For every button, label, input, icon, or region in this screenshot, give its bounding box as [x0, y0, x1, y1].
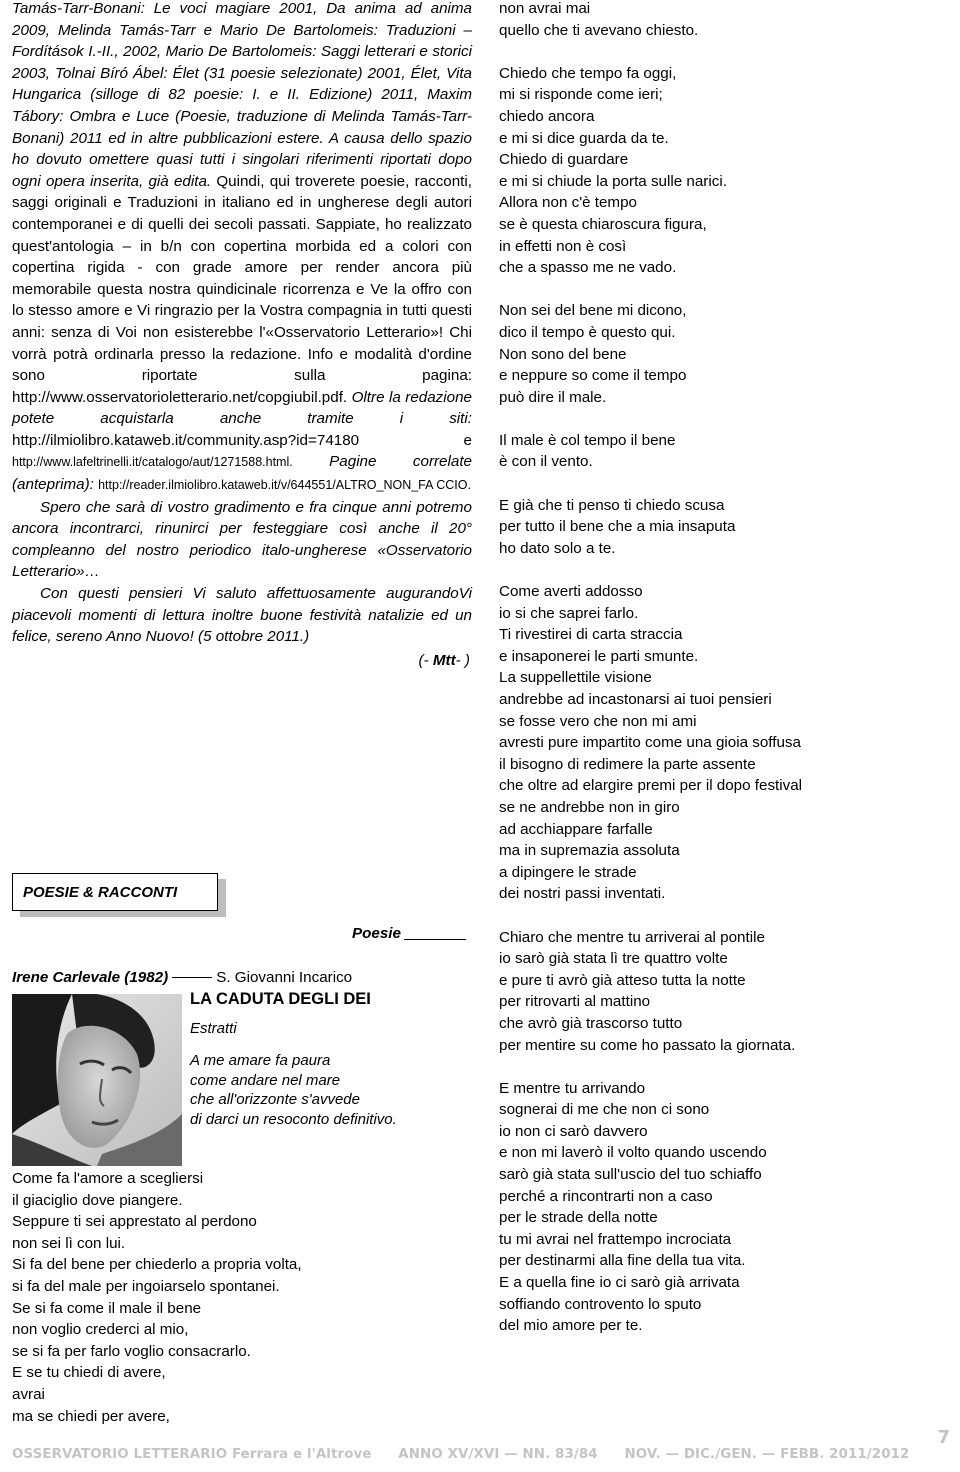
poem-line: il bisogno di redimere la parte assente: [499, 755, 756, 773]
epigraph-line: come andare nel mare: [190, 1071, 341, 1089]
poem-line: ma se chiedi per avere,: [12, 1407, 170, 1425]
poem-line: La suppellettile visione: [499, 669, 652, 687]
poem-line: E a quella fine io ci sarò già arrivata: [499, 1274, 740, 1292]
poem-line: Chiedo di guardare: [499, 151, 629, 169]
poem-line: ma in supremazia assoluta: [499, 842, 680, 860]
category-label: [352, 925, 466, 942]
poem-line: quello che ti avevano chiesto.: [499, 21, 699, 39]
poem-line: non voglio crederci al mio,: [12, 1321, 189, 1339]
poem-line: ad acchiappare farfalle: [499, 820, 653, 838]
poem-line: per tutto il bene che a mia insaputa: [499, 518, 736, 536]
url-copgiubil[interactable]: http://www.osservatorioletterario.net/copgiubil.pdf.: [12, 388, 348, 406]
poem-line: può dire il male.: [499, 388, 607, 406]
poem-title: LA CADUTA DEGLI DEI: [190, 990, 371, 1008]
poem-line: che a spasso me ne vado.: [499, 259, 677, 277]
poem-line: sarò già stata sull'uscio del tuo schiaffo: [499, 1166, 762, 1184]
section-heading: POESIE & RACCONTI: [23, 883, 178, 901]
epigraph-line: A me amare fa paura: [190, 1052, 331, 1069]
poem-line: Ti rivestirei di carta straccia: [499, 626, 683, 644]
section-heading-box: [12, 873, 218, 911]
poem-line: ho dato solo a te.: [499, 539, 616, 557]
poem-line: perché a rincontrarti non a caso: [499, 1187, 713, 1205]
footer-date: NOV. — DIC./GEN. — FEBB. 2011/2012: [624, 1447, 910, 1462]
poem-line: Chiaro che mentre tu arriverai al pontile: [499, 928, 765, 946]
page-number: 7: [937, 1427, 950, 1448]
poem-line: soffiando controvento lo sputo: [499, 1295, 702, 1313]
poem-line: non sei lì con lui.: [12, 1234, 126, 1252]
poem-line: del mio amore per te.: [499, 1317, 643, 1335]
poem-line: Allora non c'è tempo: [499, 194, 637, 212]
closing-text-1: Spero che sarà di vostro gradimento e fra cinque anni potremo ancora incontrarci, rinunirci per festeggiare così anche il 20° compleanno del nostro periodico italo-ungherese «Osservatorio Letterario»…: [12, 498, 472, 581]
poem-right-stanzas: [499, 0, 939, 1337]
footer-journal: OSSERVATORIO LETTERARIO Ferrara e l'Altrove: [12, 1447, 372, 1462]
poem-line: dei nostri passi inventati.: [499, 885, 666, 903]
poem-line: avresti pure impartito come una gioia soffusa: [499, 734, 801, 752]
poem-line: Seppure ti sei apprestato al perdono: [12, 1213, 257, 1231]
poem-line: Non sono del bene: [499, 345, 627, 363]
poem-line: avrai: [12, 1385, 45, 1403]
poem-line: si fa del male per ingoiarselo spontanei.: [12, 1277, 280, 1295]
poem-line: per ritrovarti al mattino: [499, 993, 651, 1011]
closing-paragraph-1: [12, 497, 472, 583]
poem-line: per mentire su come ho passato la giornata.: [499, 1036, 796, 1054]
category-underline: [404, 939, 466, 940]
poem-line: io sarò già stata lì tre quattro volte: [499, 950, 728, 968]
poem-line: Come averti addosso: [499, 583, 643, 601]
poem-stanza: [499, 300, 939, 408]
amazon-text: Oltre la redazione potete acquistarla anche tramite i siti:: [12, 388, 472, 428]
poem-line: chiedo ancora: [499, 107, 595, 125]
signature: [12, 652, 472, 669]
url-ilmiolibro[interactable]: http://ilmiolibro.kataweb.it/community.asp?id=74180: [12, 431, 360, 449]
poem-line: sognerai di me che non ci sono: [499, 1101, 710, 1119]
author-name: Irene Carlevale (1982): [12, 969, 169, 986]
poem-subtitle: Estratti: [190, 1020, 237, 1037]
right-column: [499, 0, 939, 1358]
signature-name: Mtt: [432, 651, 456, 669]
poem-stanza: [499, 495, 939, 560]
poem-line: se si fa per farlo voglio consacrarlo.: [12, 1342, 251, 1360]
author-dash: [172, 977, 212, 978]
poem-line: per destinarmi alla fine della tua vita.: [499, 1252, 746, 1270]
poem-line: e insaponerei le parti smunte.: [499, 647, 699, 665]
poem-line: io non ci sarò davvero: [499, 1122, 648, 1140]
poem-line: E se tu chiedi di avere,: [12, 1364, 166, 1382]
poem-line: Chiedo che tempo fa oggi,: [499, 64, 677, 82]
closing-text-2: Con questi pensieri Vi saluto affettuosamente augurandoVi piacevoli momenti di lettura inoltre buone festività natalizie ed un felice, sereno Anno Nuovo! (5 ottobre 2011.): [12, 585, 472, 646]
poem-line: tu mi avrai nel frattempo incrociata: [499, 1230, 732, 1248]
epigraph-line: di darci un resoconto definitivo.: [190, 1110, 397, 1128]
poem-line: se fosse vero che non mi ami: [499, 712, 697, 730]
poem-line: e mi si chiude la porta sulle narici.: [499, 172, 727, 190]
signature-suffix: - ): [455, 651, 470, 669]
url-reader[interactable]: http://reader.ilmiolibro.kataweb.it/v/644551/ALTRO_NON_FA CCIO.: [98, 478, 471, 493]
intro-text-2: Quindi, qui troverete poesie, racconti, saggi originali e Traduzioni in italiano ed in ungherese degli autori contemporanei e di quelli dei secoli passati.: [12, 172, 472, 233]
poem-line: Si fa del bene per chiederlo a propria volta,: [12, 1256, 302, 1274]
poem-line: e mi si dice guarda da te.: [499, 129, 669, 147]
poem-line: dico il tempo è questo qui.: [499, 323, 676, 341]
poem-line: e neppure so come il tempo: [499, 367, 687, 385]
intro-paragraph: [12, 0, 472, 497]
page-footer: [12, 1447, 942, 1462]
poem-line: per le strade della notte: [499, 1209, 658, 1227]
closing-paragraph-2: [12, 583, 472, 648]
url-3-suffix: Pagine correlate (anteprima):: [12, 453, 472, 494]
left-column: [12, 0, 472, 669]
poem-line: andrebbe ad incastonarsi ai tuoi pensieri: [499, 691, 772, 708]
author-photo: [12, 994, 182, 1166]
poem-line: Come fa l'amore a scegliersi: [12, 1170, 204, 1187]
poem-stanza: [499, 581, 939, 905]
poem-line: Il male è col tempo il bene: [499, 431, 676, 449]
poem-line: è con il vento.: [499, 453, 593, 471]
epigraph-line: che all'orizzonte s'avvede: [190, 1091, 360, 1109]
poem-line: mi si risponde come ieri;: [499, 86, 663, 104]
poem-line: se ne andrebbe non in giro: [499, 798, 680, 816]
poem-left-column: [12, 1168, 302, 1427]
author-place: S. Giovanni Incarico: [216, 969, 353, 986]
poem-stanza: [499, 0, 939, 41]
poem-epigraph: [190, 1051, 397, 1129]
poem-stanza: [499, 430, 939, 473]
poem-line: il giaciglio dove piangere.: [12, 1191, 183, 1209]
url-2-suffix: e: [359, 431, 472, 449]
poem-line: io si che saprei farlo.: [499, 604, 639, 622]
poem-line: E mentre tu arrivando: [499, 1079, 646, 1097]
poem-line: Non sei del bene mi dicono,: [499, 302, 687, 320]
poem-line: se è questa chiaroscura figura,: [499, 215, 707, 233]
footer-issue: ANNO XV/XVI — NN. 83/84: [398, 1447, 598, 1462]
poem-line: non avrai mai: [499, 0, 591, 17]
author-line: [12, 969, 352, 986]
poem-line: E già che ti penso ti chiedo scusa: [499, 496, 725, 514]
poem-line: a dipingere le strade: [499, 863, 637, 881]
poem-stanza: [499, 63, 939, 279]
poem-line: e pure ti avrò già atteso tutta la notte: [499, 971, 746, 989]
intro-text-1: Tamás-Tarr-Bonani: Le voci magiare 2001, Da anima ad anima 2009, Melinda Tamás-Tarr e Mario De Bartolomeis: Traduzioni – Fordítások I.-II., 2002, Mario De Bartolomeis: Saggi letterari e storici 2003, Tolnai Bíró Ábel: Élet (31 poesie selezionate) 2001, Élet, Vita Hungarica (silloge di 82 poesie: I. e II. Edizione) 2011, Maxim Tábory: Ombra e Luce (Poesie, traduzione di Melinda Tamás-Tarr-Bonani) 2011 ed in altre pubblicazioni estere. A causa dello spazio ho dovuto omettere quasi tutti i singolari riferimenti riportati dopo ogni opera inserita, già edita.: [12, 0, 472, 190]
poem-line: Se si fa come il male il bene: [12, 1299, 202, 1317]
poem-line: in effetti non è così: [499, 237, 627, 255]
url-feltrinelli[interactable]: http://www.lafeltrinelli.it/catalogo/aut/1271588.html.: [12, 455, 293, 470]
author-portrait-image: [12, 994, 182, 1166]
poem-line: e non mi laverò il volto quando uscendo: [499, 1144, 767, 1162]
signature-prefix: (-: [418, 651, 433, 669]
poem-stanza: [499, 1078, 939, 1337]
intro-text-3: Sappiate, ho realizzato quest'antologia – in b/n con copertina morbida ed a colori con copertina rigida - con grade amore per render ancora più memorabile questa nostra quindicinale ricorrenza e Ve la offro con lo stesso amore e Vi ringrazio per la Vostra compagnia in tutti questi anni: senza di Voi non esisterebbe l'«Osservatorio Letterario»! Chi vorrà potrà ordinarla presso la redazione. Info e modalità d'ordine sono riportate sulla pagina:: [12, 215, 472, 385]
poem-line: che oltre ad elargire premi per il dopo festival: [499, 777, 803, 795]
poem-stanza: [499, 927, 939, 1057]
category-label-text: Poesie: [352, 925, 401, 942]
poem-line: che avrò già trascorso tutto: [499, 1014, 683, 1032]
